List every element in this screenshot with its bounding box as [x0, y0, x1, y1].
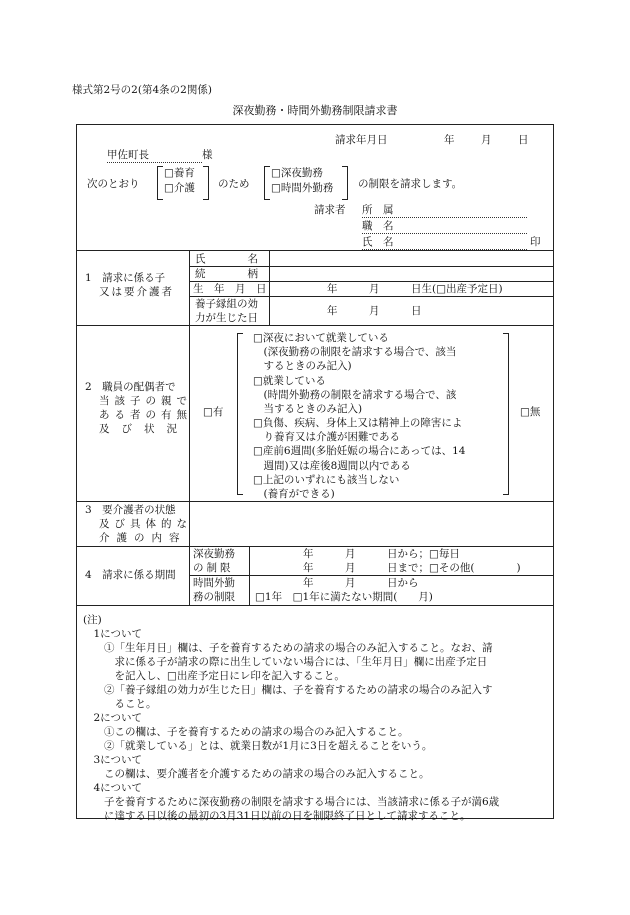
- addressee-name: 甲佐町長: [107, 148, 202, 163]
- overtime-limit-label-1: 時間外勤: [193, 577, 235, 589]
- rule-section1-end: [77, 325, 553, 326]
- section2-bracket-left: [237, 333, 243, 495]
- job-field: 職 名: [362, 219, 527, 234]
- option-overtime: □時間外勤務: [271, 182, 334, 194]
- note-line: ること。: [83, 698, 157, 710]
- status-line: □深夜において就業している: [253, 332, 389, 344]
- name-field: 氏 名: [362, 235, 527, 250]
- section4-label: 4 請求に係る期間: [85, 569, 176, 581]
- seal-mark: 印: [530, 236, 541, 248]
- row-adopt-label-1: 養子縁組の効: [195, 298, 258, 310]
- adopt-value: 年 月 日: [327, 305, 422, 317]
- section3-label-3: 介護の内容: [99, 532, 187, 544]
- section3-label-1: 3 要介護者の状態: [85, 504, 176, 516]
- note-line: を記入し、□出産予定日にレ印を記入すること。: [83, 670, 345, 682]
- bracket-left-2: [264, 166, 270, 200]
- status-line: 当するときのみ記入): [253, 402, 363, 415]
- night-limit-label-2: の制限: [193, 562, 234, 574]
- status-line: □上記のいずれにも該当しない: [253, 473, 400, 486]
- note-line: ①この欄は、子を養育するための請求の場合のみ記入すること。: [83, 726, 409, 738]
- tame-text: のため: [218, 178, 250, 190]
- form-number: 様式第2号の2(第4条の2関係): [72, 84, 212, 96]
- overtime-from: 年 月 日から: [303, 577, 419, 589]
- note-line: 求に係る子が請求の際に出生していない場合には、「生年月日」欄に出産予定日: [83, 656, 488, 668]
- note-line: 1について: [83, 628, 142, 640]
- bracket-right-2: [342, 166, 348, 200]
- request-date-month: 月: [481, 134, 492, 146]
- note-line: ②「就業している」とは、就業日数が1月に3日を超えることをいう。: [83, 740, 433, 752]
- note-line: ①「生年月日」欄は、子を養育するための請求の場合のみ記入すること。なお、請: [83, 642, 493, 654]
- addressee: [107, 148, 213, 163]
- option-nursing: □介護: [164, 182, 195, 194]
- request-date-day: 日: [518, 134, 529, 146]
- status-line: (時間外勤務の制限を請求する場合で、該: [253, 388, 457, 401]
- rule-top-block: [77, 250, 553, 251]
- section2-label-1: 2 職員の配偶者で: [85, 381, 176, 393]
- rule-section4-end: [77, 605, 553, 606]
- rule-section2-end: [77, 501, 553, 502]
- status-line: (養育ができる): [253, 487, 335, 500]
- notes-block: [83, 613, 499, 823]
- status-line: □就業している: [253, 374, 326, 387]
- status-line: するときのみ記入): [253, 360, 352, 373]
- section2-label-3: ある者の有無: [99, 409, 192, 421]
- section1-label-1: 1 請求に係る子: [85, 272, 166, 284]
- overtime-limit-label-2: 務の制限: [193, 591, 235, 603]
- status-line: 週間)又は産後8週間以内である: [253, 459, 411, 472]
- night-from: 年 月 日から；□毎日: [303, 548, 460, 560]
- note-line: (注): [83, 614, 102, 626]
- form-frame: [76, 124, 554, 822]
- intro-text: 次のとおり: [87, 178, 140, 190]
- note-line: ②「養子縁組の効力が生じた日」欄は、子を養育するための請求の場合のみ記入す: [83, 684, 493, 696]
- note-line: この欄は、要介護者を介護するための請求の場合のみ記入すること。: [83, 768, 430, 780]
- section2-label-2: 当該子の親で: [99, 395, 192, 407]
- requester-label: 請求者: [314, 204, 346, 216]
- row-name-label: 氏 名: [195, 253, 258, 265]
- overtime-choice: □1年 □1年に満たない期間( 月): [255, 591, 433, 603]
- option-night-work: □深夜勤務: [271, 167, 323, 179]
- document-title: 深夜勤務・時間外勤務制限請求書: [232, 104, 398, 117]
- row-adopt-label-2: 力が生じた日: [195, 312, 258, 324]
- note-line: 2について: [83, 712, 142, 724]
- status-line: □負傷、疾病、身体上又は精神上の障害によ: [253, 417, 463, 430]
- affiliation-field: 所 属: [362, 203, 527, 218]
- addressee-sama: 様: [202, 149, 213, 161]
- status-line: □産前6週間(多胎妊娠の場合にあっては、14: [253, 445, 466, 458]
- night-to: 年 月 日まで；□その他( ): [303, 562, 521, 574]
- note-line: に達する日以後の最初の3月31日以前の日を制限終了日として請求すること。: [83, 810, 471, 822]
- bracket-right-1: [203, 166, 209, 200]
- option-childcare: □養育: [164, 167, 195, 179]
- row-relation-label: 続 柄: [195, 268, 258, 280]
- section1-label-2: 又は要介護者: [99, 286, 174, 298]
- section2-bracket-right: [503, 333, 509, 495]
- status-line: (深夜勤務の制限を請求する場合で、該当: [253, 346, 457, 359]
- spouse-status-list: [253, 331, 465, 501]
- night-limit-label-1: 深夜勤務: [193, 548, 235, 560]
- status-line: り養育又は介護が困難である: [253, 431, 400, 444]
- rule-label-column: [189, 250, 190, 605]
- birth-value: 年 月 日生(□出産予定日): [327, 283, 503, 295]
- note-line: 4について: [83, 782, 142, 794]
- request-text: の制限を請求します。: [358, 178, 463, 190]
- section2-label-4: 及び状況: [99, 423, 189, 435]
- section3-label-2: 及び具体的な: [99, 518, 192, 530]
- note-line: 3について: [83, 754, 142, 766]
- request-date-label: 請求年月日: [335, 134, 388, 146]
- bracket-left-1: [157, 166, 163, 200]
- rule-section1-sub: [269, 250, 270, 325]
- request-date-year: 年: [444, 134, 455, 146]
- note-line: 子を養育するために深夜勤務の制限を請求する場合には、当該請求に係る子が満6歳: [83, 796, 500, 808]
- spouse-yes: □有: [203, 406, 224, 418]
- spouse-no: □無: [520, 406, 541, 418]
- row-birth-label: 生 年 月 日: [193, 283, 267, 295]
